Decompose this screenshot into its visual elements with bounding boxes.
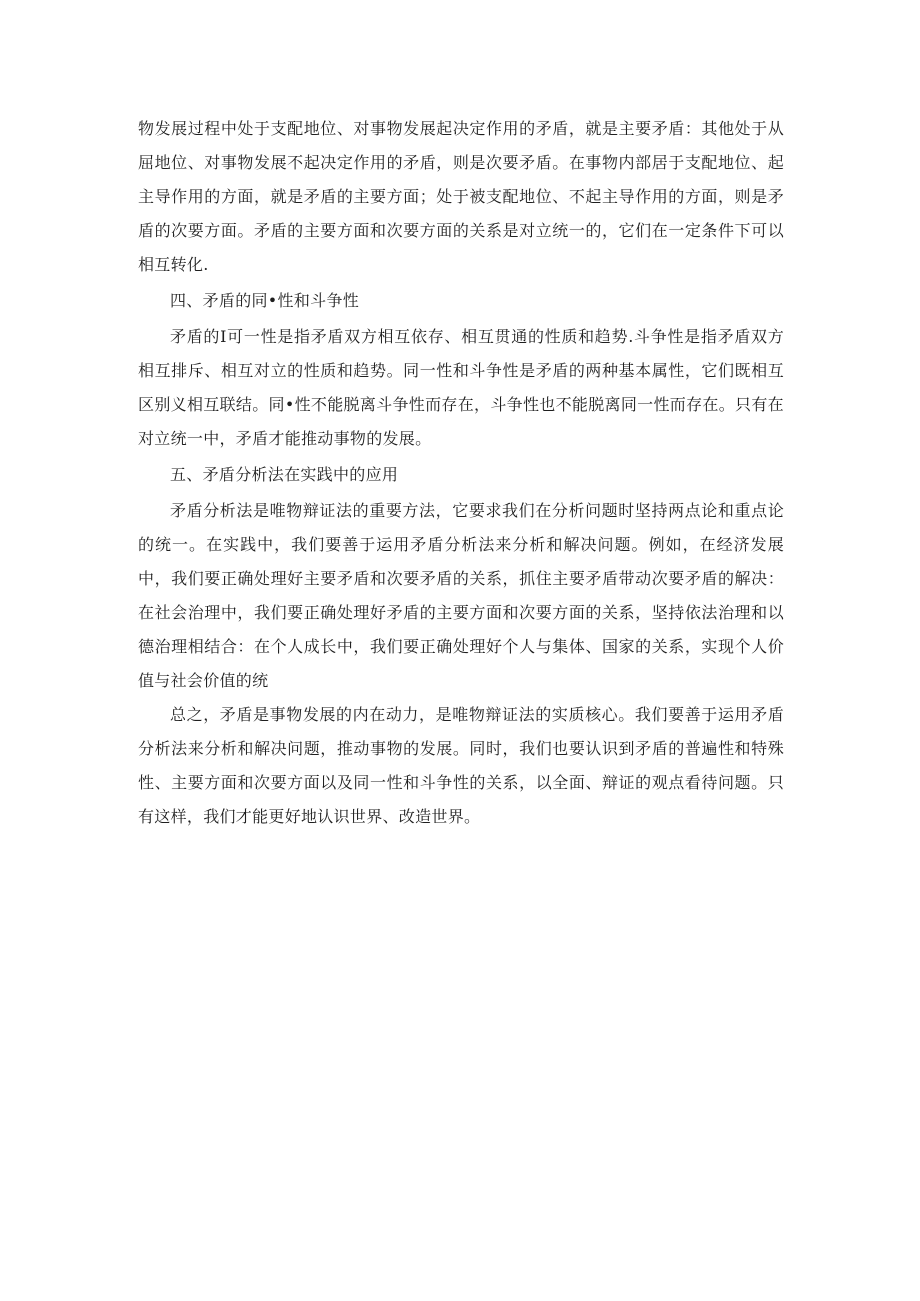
paragraph-analysis-method: 矛盾分析法是唯物辩证法的重要方法，它要求我们在分析问题时坚持两点论和重点论的统一。在实践中，我们要善于运用矛盾分析法来分析和解决问题。例如，在经济发展中，我们要正确处理好主要矛盾和次要矛盾的关系，抓住主要矛盾带动次要矛盾的解决：在社会治理中，我们要正确处理好矛盾的主要方面和次要方面的关系，坚持依法治理和以德治理相结合：在个人成长中，我们要正确处理好个人与集体、国家的关系，实现个人价值与社会价值的统 <box>138 501 784 690</box>
paragraph-conclusion: 总之，矛盾是事物发展的内在动力，是唯物辩证法的实质核心。我们要善于运用矛盾分析法来分析和解决问题，推动事物的发展。同时，我们也要认识到矛盾的普遍性和特殊性、主要方面和次要方面以及同一性和斗争性的关系，以全面、辩证的观点看待问题。只有这样，我们才能更好地认识世界、改造世界。 <box>138 705 784 826</box>
section-heading-identity-struggle: 四、矛盾的同•性和斗争性 <box>170 291 360 310</box>
document-body <box>138 112 784 834</box>
paragraph-identity-struggle: 矛盾的I可一性是指矛盾双方相互依存、相互贯通的性质和趋势.斗争性是指矛盾双方相互排斥、相互对立的性质和趋势。同一性和斗争性是矛盾的两种基本属性，它们既相互区别义相互联结。同•性不能脱离斗争性而存在，斗争性也不能脱离同一性而存在。只有在对立统一中，矛盾才能推动事物的发展。 <box>138 327 784 448</box>
paragraph-main-contradiction: 物发展过程中处于支配地位、对事物发展起决定作用的矛盾，就是主要矛盾：其他处于从屈地位、对事物发展不起决定作用的矛盾，则是次要矛盾。在事物内部居于支配地位、起主导作用的方面，就是矛盾的主要方面；处于被支配地位、不起主导作用的方面，则是矛盾的次要方面。矛盾的主要方面和次要方面的关系是对立统一的，它们在一定条件下可以相互转化. <box>138 119 784 274</box>
section-heading-analysis-method: 五、矛盾分析法在实践中的应用 <box>170 465 399 484</box>
